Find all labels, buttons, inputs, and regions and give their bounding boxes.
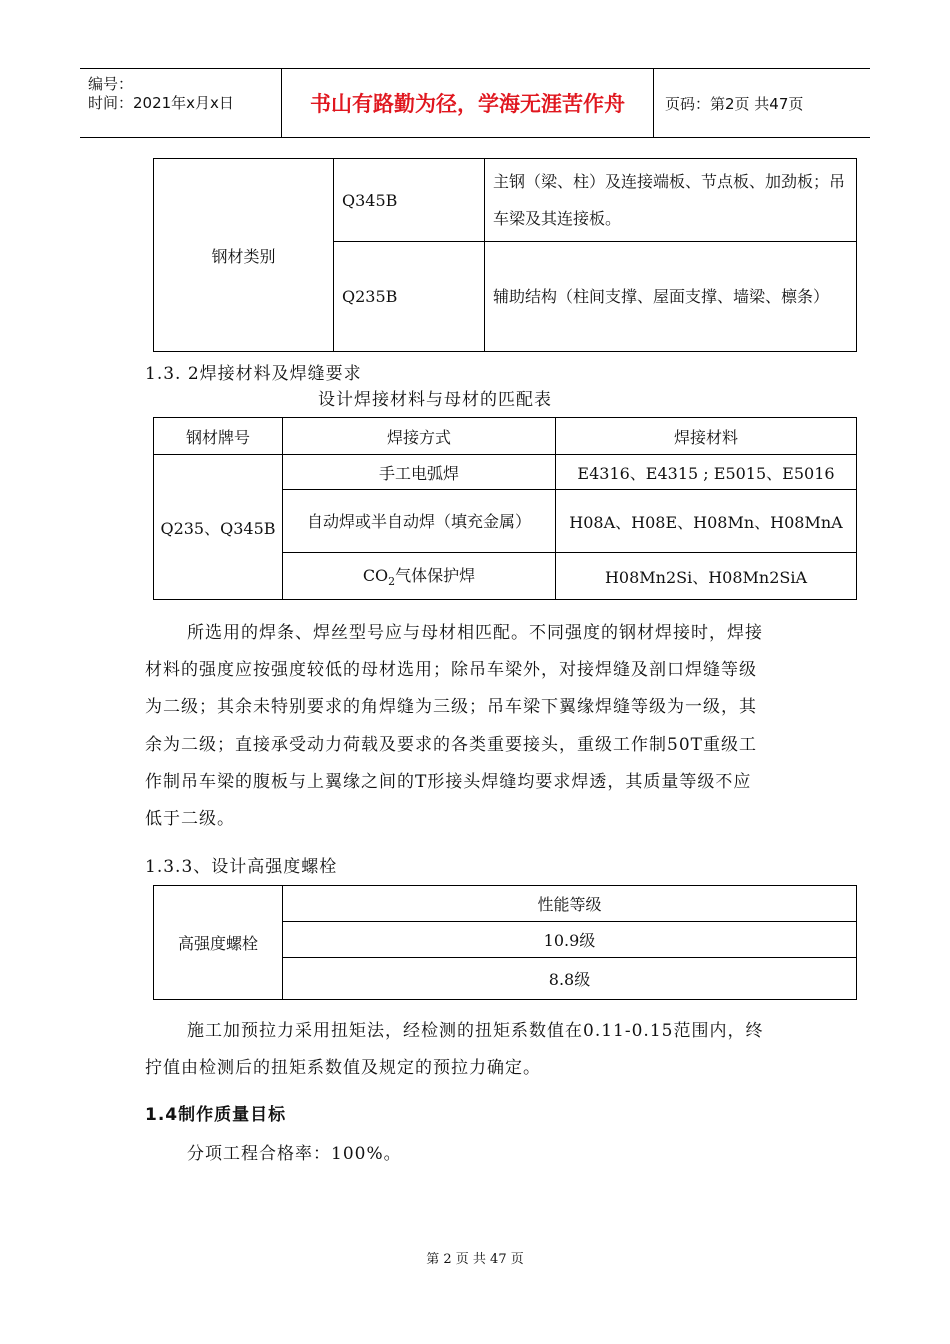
bolt-grade: 10.9级 <box>283 922 857 958</box>
paragraph-line: 材料的强度应按强度较低的母材选用；除吊车梁外，对接焊缝及剖口焊缝等级 <box>145 660 757 680</box>
steel-use-q345b: 主钢（梁、柱）及连接端板、节点板、加劲板；吊车梁及其连接板。 <box>485 159 857 242</box>
steel-category-table <box>153 158 857 352</box>
weld-steel-grade: Q235、Q345B <box>154 455 283 600</box>
paragraph-line: 施工加预拉力采用扭矩法，经检测的扭矩系数值在0.11-0.15范围内，终 <box>187 1021 764 1041</box>
weld-header-method: 焊接方式 <box>283 418 556 455</box>
paragraph-line: 为二级；其余未特别要求的角焊缝为三级；吊车梁下翼缘焊缝等级为一级，其 <box>145 697 757 717</box>
section-1-4-heading: 1.4制作质量目标 <box>145 1105 287 1125</box>
steel-category-label: 钢材类别 <box>154 159 334 352</box>
bolt-label: 高强度螺栓 <box>154 886 283 1000</box>
quality-target-paragraph: 分项工程合格率：100%。 <box>187 1144 402 1164</box>
bolt-grade: 8.8级 <box>283 958 857 1000</box>
header-meta <box>88 75 234 113</box>
paragraph-line: 余为二级；直接承受动力荷载及要求的各类重要接头，重级工作制50T重级工 <box>145 735 757 755</box>
steel-use-q235b: 辅助结构（柱间支撑、屋面支撑、墙梁、檩条） <box>485 242 857 352</box>
paragraph-line: 作制吊车梁的腹板与上翼缘之间的T形接头焊缝均要求焊透，其质量等级不应 <box>145 772 752 792</box>
header-motto: 书山有路勤为径，学海无涯苦作舟 <box>310 92 625 116</box>
weld-header-material: 焊接材料 <box>556 418 857 455</box>
bolt-header: 性能等级 <box>283 886 857 922</box>
weld-method-co2 <box>283 553 556 600</box>
weld-method-gas: 气体保护焊 <box>395 566 476 586</box>
header-number: 编号： <box>88 75 134 93</box>
steel-grade-q345b: Q345B <box>334 159 485 242</box>
page-footer: 第 2 页 共 47 页 <box>426 1252 524 1267</box>
page-header <box>80 68 870 138</box>
section-1-3-2-heading: 1.3. 2焊接材料及焊缝要求 <box>145 364 362 384</box>
weld-table-title: 设计焊接材料与母材的匹配表 <box>318 390 552 410</box>
weld-material: H08A、H08E、H08Mn、H08MnA <box>556 490 857 553</box>
header-page-number: 页码：第2页 共47页 <box>665 94 804 113</box>
weld-material: E4316、E4315 ; E5015、E5016 <box>556 455 857 490</box>
paragraph-line: 拧值由检测后的扭矩系数值及规定的预拉力确定。 <box>145 1058 541 1078</box>
weld-method: 自动焊或半自动焊（填充金属） <box>283 490 556 553</box>
weld-method-co: CO <box>362 566 389 586</box>
steel-grade-q235b: Q235B <box>334 242 485 352</box>
bolt-grade-table <box>153 885 857 1000</box>
paragraph-line: 低于二级。 <box>145 809 235 829</box>
weld-method: 手工电弧焊 <box>283 455 556 490</box>
paragraph-line: 所选用的焊条、焊丝型号应与母材相匹配。不同强度的钢材焊接时，焊接 <box>187 623 763 643</box>
weld-material: H08Mn2Si、H08Mn2SiA <box>556 553 857 600</box>
weld-material-table <box>153 417 857 600</box>
section-1-3-3-heading: 1.3.3、设计高强度螺栓 <box>145 857 338 877</box>
header-date: 时间：2021年x月x日 <box>88 94 234 112</box>
weld-header-steel: 钢材牌号 <box>154 418 283 455</box>
header-divider <box>653 69 654 137</box>
weld-method-subscript: 2 <box>388 575 396 589</box>
